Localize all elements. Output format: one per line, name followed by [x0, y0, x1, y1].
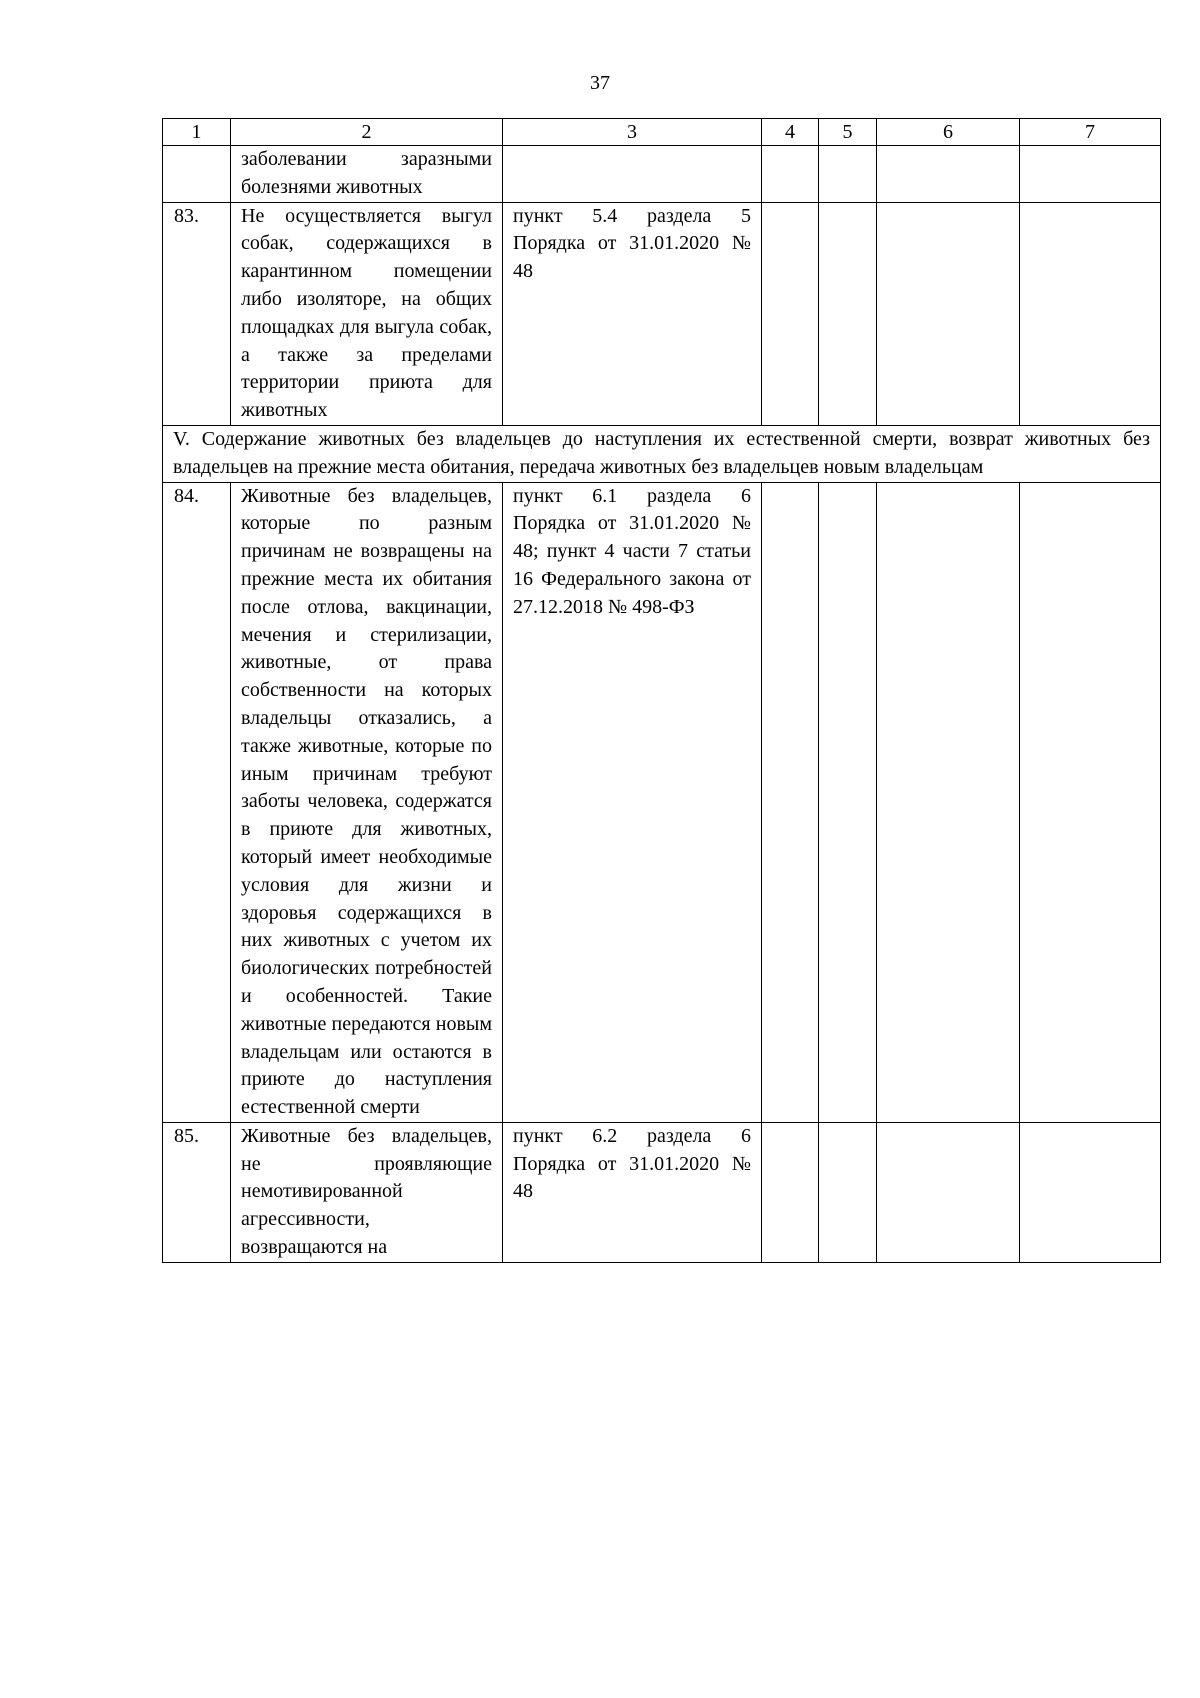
requirements-table — [162, 118, 1161, 1263]
column-header: 2 — [231, 119, 503, 146]
empty-cell — [1020, 146, 1161, 203]
row-number: 85. — [163, 1122, 231, 1262]
empty-cell — [819, 1122, 877, 1262]
requirement-cell: Не осуществляется выгул собак, содержащихся в карантинном помещении либо изоляторе, на общих площадках для выгула собак, а также за пределами территории приюта для животных — [231, 202, 503, 425]
section-row — [163, 425, 1161, 482]
empty-cell — [819, 146, 877, 203]
table-row — [163, 146, 1161, 203]
empty-cell — [762, 202, 819, 425]
row-number — [163, 146, 231, 203]
row-number: 83. — [163, 202, 231, 425]
reference-cell: пункт 6.1 раздела 6 Порядка от 31.01.2020 № 48; пункт 4 части 7 статьи 16 Федерального закона от 27.12.2018 № 498-ФЗ — [503, 482, 762, 1122]
section-heading: V. Содержание животных без владельцев до наступления их естественной смерти, возврат животных без владельцев на прежние места обитания, передача животных без владельцев новым владельцам — [163, 425, 1161, 482]
empty-cell — [819, 482, 877, 1122]
column-header: 3 — [503, 119, 762, 146]
reference-cell — [503, 146, 762, 203]
empty-cell — [762, 146, 819, 203]
column-header: 6 — [877, 119, 1020, 146]
page-number: 37 — [590, 72, 610, 94]
empty-cell — [877, 146, 1020, 203]
column-header: 5 — [819, 119, 877, 146]
table-header-row — [163, 119, 1161, 146]
empty-cell — [877, 1122, 1020, 1262]
row-number: 84. — [163, 482, 231, 1122]
requirement-cell: Животные без владельцев, не проявляющие немотивированной агрессивности, возвращаются на — [231, 1122, 503, 1262]
table-row — [163, 1122, 1161, 1262]
empty-cell — [877, 482, 1020, 1122]
table-row — [163, 202, 1161, 425]
empty-cell — [819, 202, 877, 425]
reference-cell: пункт 5.4 раздела 5 Порядка от 31.01.2020 № 48 — [503, 202, 762, 425]
empty-cell — [762, 482, 819, 1122]
empty-cell — [877, 202, 1020, 425]
table-row — [163, 482, 1161, 1122]
empty-cell — [762, 1122, 819, 1262]
column-header: 1 — [163, 119, 231, 146]
column-header: 7 — [1020, 119, 1161, 146]
empty-cell — [1020, 1122, 1161, 1262]
empty-cell — [1020, 482, 1161, 1122]
requirement-cell: Животные без владельцев, которые по разным причинам не возвращены на прежние места их обитания после отлова, вакцинации, мечения и стерилизации, животные, от права собственности на которых владельцы отказались, а также животные, которые по иным причинам требуют заботы человека, содержатся в приюте для животных, который имеет необходимые условия для жизни и здоровья содержащихся в них животных с учетом их биологических потребностей и особенностей. Такие животные передаются новым владельцам или остаются в приюте до наступления естественной смерти — [231, 482, 503, 1122]
column-header: 4 — [762, 119, 819, 146]
requirement-cell: заболевании заразными болезнями животных — [231, 146, 503, 203]
reference-cell: пункт 6.2 раздела 6 Порядка от 31.01.2020 № 48 — [503, 1122, 762, 1262]
empty-cell — [1020, 202, 1161, 425]
